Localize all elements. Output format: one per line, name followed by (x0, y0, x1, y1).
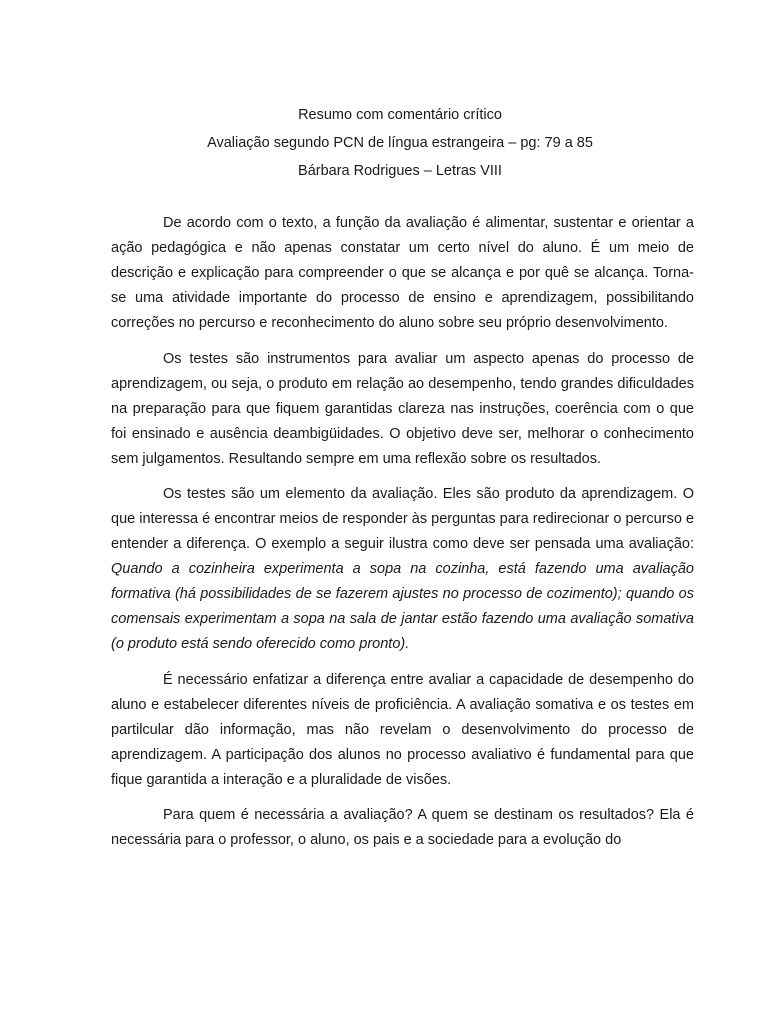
document-header (0, 101, 768, 185)
paragraph-4: É necessário enfatizar a diferença entre avaliar a capacidade de desempenho do aluno e estabelecer diferentes níveis de proficiência. A avaliação somativa e os testes em partilcular dão informação, mas não revelam o desenvolvimento do processo de aprendizagem. A participação dos alunos no processo avaliativo é fundamental para que fique garantida a interação e a pluralidade de visões. (111, 671, 694, 788)
paragraph-2: Os testes são instrumentos para avaliar um aspecto apenas do processo de aprendizagem, ou seja, o produto em relação ao desempenho, tendo grandes dificuldades na preparação para que fiquem garantidas clareza nas instruções, coerência com o que foi ensinado e ausência deambigüidades. O objetivo deve ser, melhorar o conhecimento sem julgamentos. Resultando sempre em uma reflexão sobre os resultados. (111, 350, 694, 467)
paragraph-3-italic-example: Quando a cozinheira experimenta a sopa na cozinha, está fazendo uma avaliação formativa (há possibilidades de se fazerem ajustes no processo de cozimento); quando os comensais experimentam a sopa na sala de jantar estão fazendo uma avaliação somativa (o produto está sendo oferecido como pronto). (111, 561, 694, 652)
paragraph-3-text: Os testes são um elemento da avaliação. Eles são produto da aprendizagem. O que interessa é encontrar meios de responder às perguntas para redirecionar o percurso e entender a diferença. O exemplo a seguir ilustra como deve ser pensada uma avaliação: (111, 486, 694, 552)
document-subtitle: Avaliação segundo PCN de língua estrangeira – pg: 79 a 85 (207, 135, 593, 151)
document-title: Resumo com comentário crítico (298, 107, 502, 123)
paragraph-5: Para quem é necessária a avaliação? A quem se destinam os resultados? Ela é necessária para o professor, o aluno, os pais e a sociedade para a evolução do (111, 807, 694, 848)
document-author: Bárbara Rodrigues – Letras VIII (298, 163, 502, 179)
document-body (111, 211, 694, 853)
paragraph-3 (111, 482, 694, 657)
paragraph-1: De acordo com o texto, a função da avaliação é alimentar, sustentar e orientar a ação pedagógica e não apenas constatar um certo nível do aluno. É um meio de descrição e explicação para compreender o que se alcança e por quê se alcança. Torna-se uma atividade importante do processo de ensino e aprendizagem, possibilitando correções no percurso e reconhecimento do aluno sobre seu próprio desenvolvimento. (111, 215, 694, 331)
